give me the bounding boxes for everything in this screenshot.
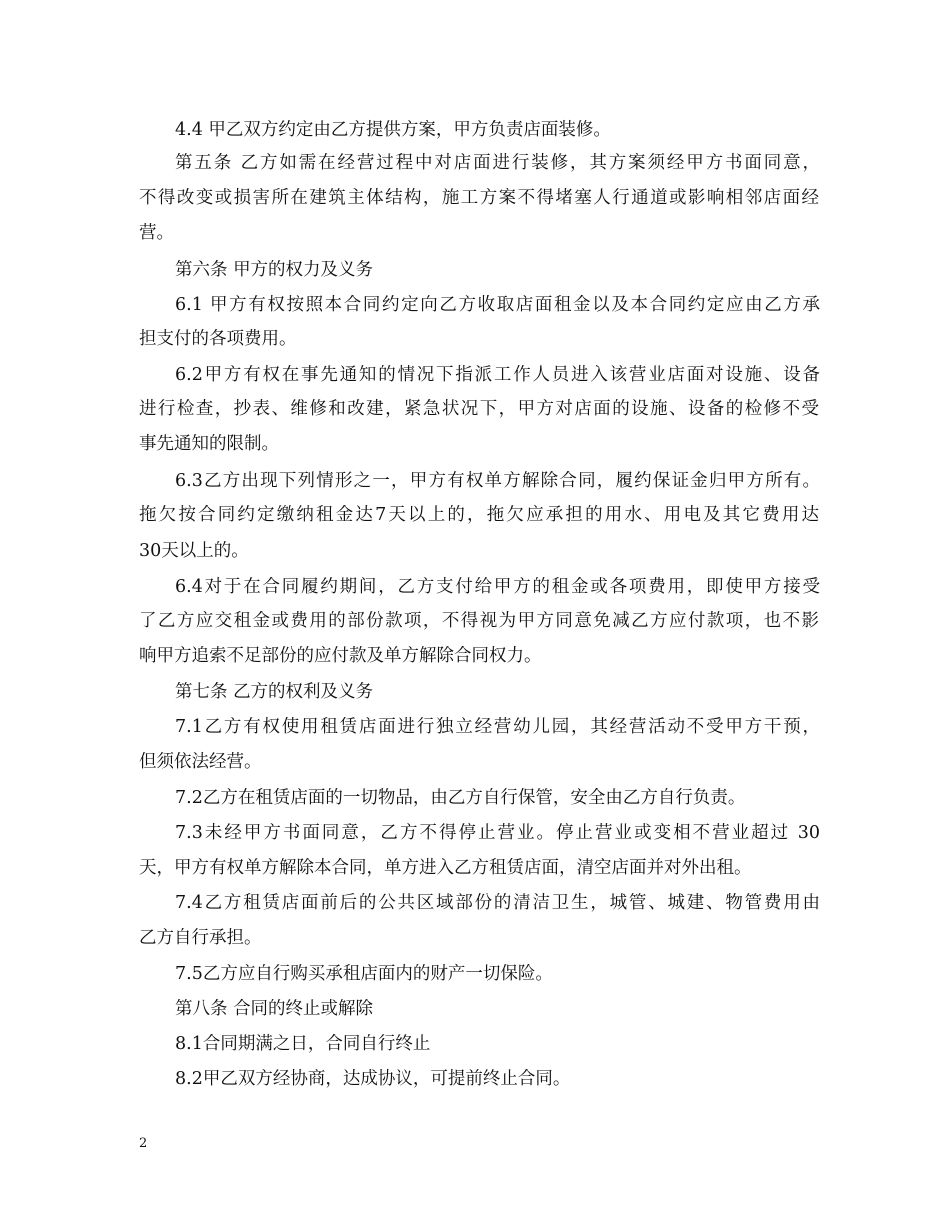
text-line: 第五条 乙方如需在经营过程中对店面进行装修，其方案须经甲方书面同意，: [175, 153, 820, 173]
text-line: 了乙方应交租金或费用的部份款项，不得视为甲方同意免减乙方应付款项，也不影: [139, 611, 819, 631]
text-line: 响甲方追索不足部份的应付款及单方解除合同权力。: [139, 646, 542, 666]
text-line: 6.1 甲方有权按照本合同约定向乙方收取店面租金以及本合同约定应由乙方承: [175, 295, 820, 315]
text-line: 7.3未经甲方书面同意，乙方不得停止营业。停止营业或变相不营业超过 30: [175, 823, 820, 843]
text-line: 7.2乙方在租赁店面的一切物品，由乙方自行保管，安全由乙方自行负责。: [175, 788, 746, 808]
text-line: 6.3乙方出现下列情形之一，甲方有权单方解除合同，履约保证金归甲方所有。: [175, 471, 820, 491]
text-line: 8.1合同期满之日，合同自行终止: [175, 1034, 431, 1054]
text-line: 但须依法经营。: [139, 752, 262, 772]
text-line: 7.4乙方租赁店面前后的公共区域部份的清洁卫生，城管、城建、物管费用由: [175, 893, 820, 913]
section-heading: 第六条 甲方的权力及义务: [175, 260, 374, 280]
text-line: 8.2甲乙双方经协商，达成协议，可提前终止合同。: [175, 1069, 571, 1089]
text-line: 事先通知的限制。: [139, 434, 279, 454]
text-line: 30天以上的。: [139, 541, 249, 561]
text-line: 营。: [139, 223, 174, 243]
text-line: 乙方自行承担。: [139, 928, 262, 948]
text-line: 进行检查，抄表、维修和改建，紧急状况下，甲方对店面的设施、设备的检修不受: [139, 399, 819, 419]
text-line: 拖欠按合同约定缴纳租金达7天以上的，拖欠应承担的用水、用电及其它费用达: [139, 505, 819, 525]
text-line: 6.2甲方有权在事先通知的情况下指派工作人员进入该营业店面对设施、设备: [175, 365, 820, 385]
section-heading: 第七条 乙方的权利及义务: [175, 682, 374, 702]
text-line: 7.1乙方有权使用租赁店面进行独立经营幼儿园，其经营活动不受甲方干预，: [175, 717, 820, 737]
text-line: 不得改变或损害所在建筑主体结构，施工方案不得堵塞人行通道或影响相邻店面经: [139, 188, 819, 208]
text-line: 担支付的各项费用。: [139, 329, 297, 349]
section-heading: 第八条 合同的终止或解除: [175, 999, 374, 1019]
text-line: 6.4对于在合同履约期间，乙方支付给甲方的租金或各项费用，即使甲方接受: [175, 577, 820, 597]
text-line: 4.4 甲乙双方约定由乙方提供方案，甲方负责店面装修。: [175, 120, 611, 140]
text-line: 天，甲方有权单方解除本合同，单方进入乙方租赁店面，清空店面并对外出租。: [139, 858, 752, 878]
page-number: 2: [139, 1136, 148, 1151]
text-line: 7.5乙方应自行购买承租店面内的财产一切保险。: [175, 964, 553, 984]
